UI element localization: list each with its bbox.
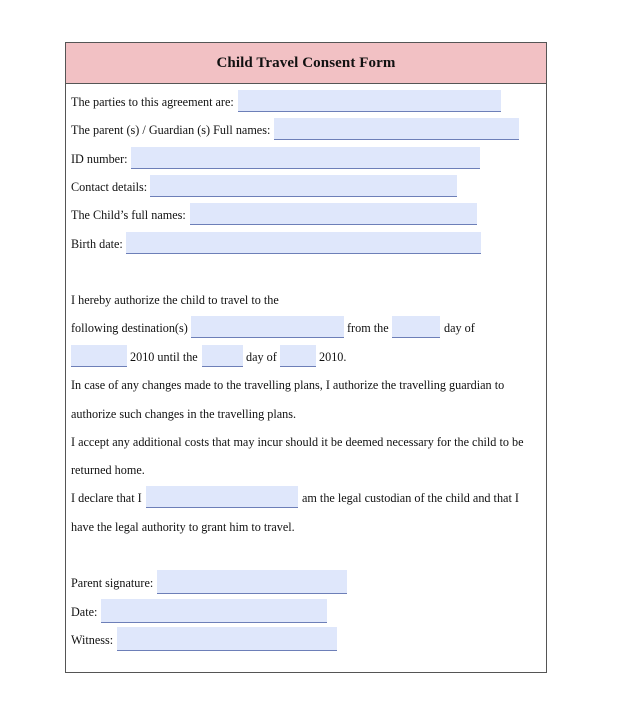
- authority-text: have the legal authority to grant him to travel.: [71, 520, 295, 534]
- from-month-field[interactable]: [71, 345, 127, 367]
- witness-label: Witness:: [71, 633, 114, 647]
- child-name-field[interactable]: [190, 203, 477, 225]
- day-of-label: day of: [246, 350, 277, 364]
- contact-label: Contact details:: [71, 180, 148, 194]
- from-day-field[interactable]: [392, 316, 440, 338]
- parent-signature-field[interactable]: [157, 570, 347, 594]
- parent-names-field[interactable]: [274, 118, 519, 140]
- changes-text: authorize such changes in the travelling plans.: [71, 407, 297, 421]
- id-number-label: ID number:: [71, 152, 128, 166]
- declare-text: I declare that I: [71, 491, 142, 505]
- date-label: Date:: [71, 605, 98, 619]
- day-of-label: day of: [444, 321, 475, 335]
- costs-text: I accept any additional costs that may incur should it be deemed necessary for the child to be: [71, 435, 524, 449]
- contact-field[interactable]: [150, 175, 457, 197]
- declare-text: am the legal custodian of the child and that I: [302, 491, 519, 505]
- changes-text: In case of any changes made to the travelling plans, I authorize the travelling guardian to: [71, 378, 505, 392]
- child-name-label: The Child’s full names:: [71, 208, 186, 222]
- form-title: Child Travel Consent Form: [66, 43, 546, 84]
- date-field[interactable]: [101, 599, 327, 623]
- until-month-field[interactable]: [280, 345, 316, 367]
- until-day-field[interactable]: [202, 345, 243, 367]
- destination-label: following destination(s): [71, 321, 188, 335]
- parties-field[interactable]: [238, 90, 501, 112]
- birth-date-label: Birth date:: [71, 237, 123, 251]
- parent-signature-label: Parent signature:: [71, 576, 154, 590]
- costs-text: returned home.: [71, 463, 145, 477]
- id-number-field[interactable]: [131, 147, 480, 169]
- destination-field[interactable]: [191, 316, 344, 338]
- year-until-label: 2010 until the: [130, 350, 198, 364]
- year-end-label: 2010.: [319, 350, 347, 364]
- parent-names-label: The parent (s) / Guardian (s) Full names:: [71, 123, 271, 137]
- birth-date-field[interactable]: [126, 232, 481, 254]
- witness-field[interactable]: [117, 627, 337, 651]
- authorize-text: I hereby authorize the child to travel to the: [71, 293, 279, 307]
- parties-label: The parties to this agreement are:: [71, 95, 234, 109]
- from-the-label: from the: [347, 321, 389, 335]
- custodian-name-field[interactable]: [146, 486, 298, 508]
